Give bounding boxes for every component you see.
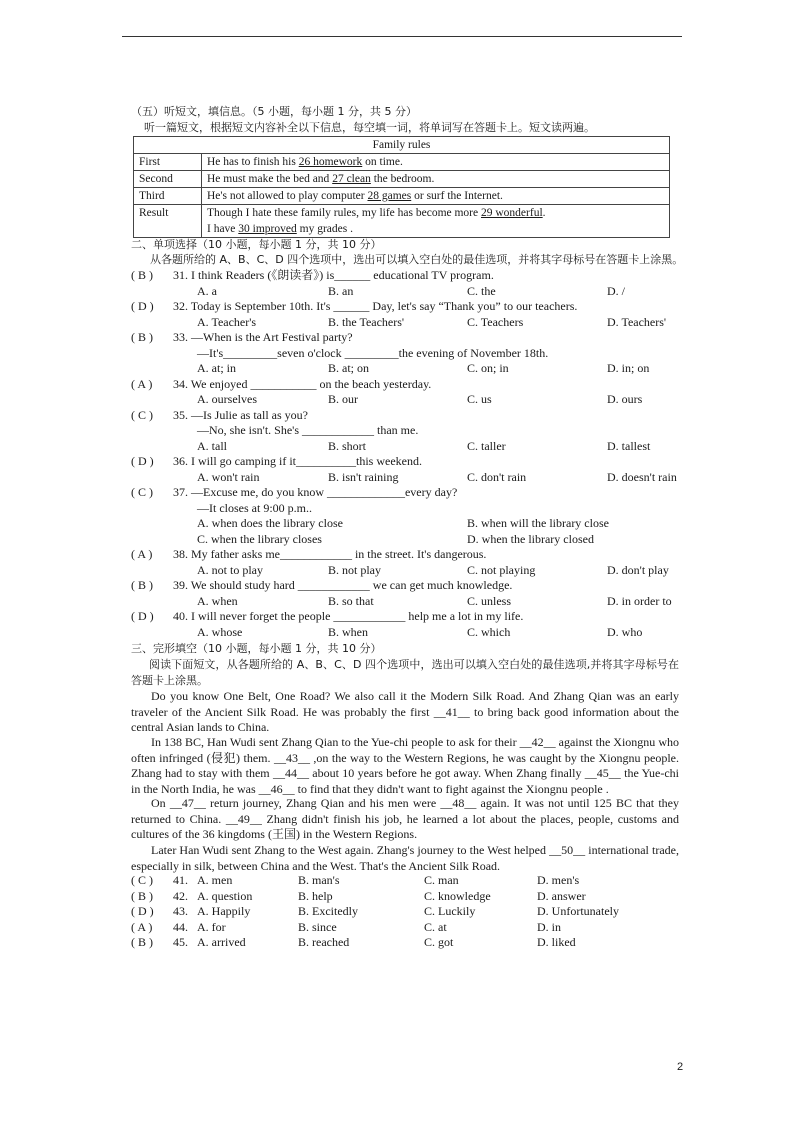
answer-blank: 28 games (367, 190, 412, 202)
option-b: B. isn't raining (328, 469, 399, 484)
option-d: D. / (607, 283, 625, 298)
option-d: D. Unfortunately (537, 904, 619, 918)
question-stem: 33. —When is the Art Festival party? (173, 330, 353, 344)
option-a: A. at; in (197, 361, 236, 375)
question-number: 45. (173, 935, 188, 949)
answer-mark: ( A ) (131, 919, 153, 934)
page-number: 2 (677, 1061, 684, 1073)
option-b: B. man's (298, 873, 340, 887)
option-d: D. in; on (607, 361, 650, 375)
option-c: C. when the library closes (197, 531, 322, 546)
option-c: C. at (424, 919, 447, 934)
option-c: C. which (467, 624, 511, 639)
option-c: C. don't rain (467, 469, 527, 484)
question-stem: 32. Today is September 10th. It's ______ Day, let's say “Thank you” to our teachers. (173, 299, 578, 313)
answer-mark: ( C ) (131, 407, 153, 422)
option-b: B. short (328, 438, 367, 453)
option-a: A. arrived (197, 935, 246, 949)
section3-heading: 三、完形填空（10 小题，每小题 1 分，共 10 分） (131, 642, 382, 655)
section2-instruction: 从各题所给的 A、B、C、D 四个选项中，选出可以填入空白处的最佳选项，并将其字母标号在答题卡上涂黑。 (150, 253, 684, 266)
option-d: D. in order to (607, 593, 672, 608)
row-content: He has to finish his 26 homework on time. (202, 154, 670, 171)
question-stem-line2: —No, she isn't. She's ____________ than me. (197, 423, 419, 437)
question-number: 42. (173, 888, 188, 903)
option-d: D. men's (537, 873, 580, 887)
answer-blank: 27 clean (332, 173, 371, 185)
answer-blank: 30 improved (238, 223, 297, 235)
question-stem: 38. My father asks me____________ in the street. It's dangerous. (173, 547, 487, 561)
option-a: A. whose (197, 624, 243, 639)
answer-mark: ( A ) (131, 547, 153, 561)
option-b: B. Excitedly (298, 904, 358, 918)
option-d: D. Teachers' (607, 314, 667, 329)
answer-mark: ( C ) (131, 873, 153, 887)
option-b: B. help (298, 888, 333, 903)
option-b: B. when will the library close (467, 516, 609, 530)
answer-mark: ( B ) (131, 268, 153, 282)
option-c: C. on; in (467, 361, 509, 375)
option-d: D. ours (607, 392, 643, 406)
top-rule (122, 36, 682, 37)
option-c: C. got (424, 935, 454, 949)
row-label: First (134, 154, 202, 171)
table-row (134, 205, 670, 238)
option-c: C. us (467, 392, 492, 406)
answer-mark: ( D ) (131, 454, 154, 468)
cloze-paragraph-4: Later Han Wudi sent Zhang to the West again. Zhang's journey to the West helped __50__ international trade, especially in silk, between China and the West. That's the Ancient Silk Road. (131, 843, 679, 873)
section5-heading: （五）听短文，填信息。（5 小题，每小题 1 分，共 5 分） (131, 105, 417, 118)
option-a: A. when does the library close (197, 516, 343, 530)
answer-mark: ( B ) (131, 935, 153, 949)
option-d: D. when the library closed (467, 531, 594, 546)
row-label: Result (134, 205, 202, 238)
option-b: B. our (328, 392, 358, 406)
question-number: 43. (173, 904, 188, 918)
option-d: D. who (607, 624, 643, 639)
option-b: B. the Teachers' (328, 314, 405, 329)
table-title: Family rules (134, 137, 670, 154)
option-a: A. for (197, 919, 226, 934)
option-d: D. liked (537, 935, 576, 949)
row-content: Though I hate these family rules, my life has become more 29 wonderful. I have 30 improved my grades . (202, 205, 670, 238)
option-c: C. man (424, 873, 459, 887)
section3-instruction: 阅读下面短文，从各题所给的 A、B、C、D 四个选项中，选出可以填入空白处的最佳选项,并将其字母标号在答题卡上涂黑。 (131, 658, 679, 687)
option-a: A. won't rain (197, 469, 260, 484)
row-label: Third (134, 188, 202, 205)
question-stem: 36. I will go camping if it__________this weekend. (173, 454, 422, 468)
question-stem: 34. We enjoyed ___________ on the beach yesterday. (173, 376, 432, 391)
option-a: A. a (197, 283, 217, 298)
option-a: A. Happily (197, 904, 251, 918)
option-d: D. doesn't rain (607, 469, 677, 484)
option-a: A. tall (197, 438, 227, 453)
answer-blank: 29 wonderful (481, 207, 543, 219)
option-b: B. an (328, 283, 354, 298)
row-label: Second (134, 171, 202, 188)
table-row (134, 171, 670, 188)
answer-blank: 26 homework (298, 156, 363, 168)
option-c: C. taller (467, 438, 506, 453)
question-stem: 40. I will never forget the people ____________ help me a lot in my life. (173, 609, 524, 623)
option-a: A. not to play (197, 562, 263, 577)
row-content: He's not allowed to play computer 28 games or surf the Internet. (202, 188, 670, 205)
option-d: D. tallest (607, 438, 651, 453)
option-c: C. Teachers (467, 314, 524, 329)
question-number: 41. (173, 873, 188, 887)
option-b: B. reached (298, 935, 350, 949)
answer-mark: ( B ) (131, 888, 153, 903)
option-c: C. Luckily (424, 904, 476, 918)
option-b: B. when (328, 624, 368, 639)
option-b: B. so that (328, 593, 374, 608)
option-a: A. when (197, 593, 238, 608)
row-content: He must make the bed and 27 clean the bedroom. (202, 171, 670, 188)
question-stem: 35. —Is Julie as tall as you? (173, 407, 308, 422)
option-d: D. in (537, 919, 561, 934)
option-c: C. the (467, 283, 496, 298)
family-rules-table (133, 136, 670, 238)
cloze-paragraph-2: In 138 BC, Han Wudi sent Zhang Qian to the Yue-chi people to ask for their __42__ against the Xiongnu who often infringed (侵犯) them. __43__ ,on the way to the Western Regions, he was caught by the Xiongnu people. Zhang had to stay with them __44__ about 10 years before he got away. When Zhang finally __45__ the Yue-chi in the North India, he was __46__ to find that they didn't want to fight against the Xiongnu people . (131, 735, 679, 796)
answer-mark: ( D ) (131, 904, 154, 918)
section5-instruction: 听一篇短文，根据短文内容补全以下信息，每空填一词，将单词写在答题卡上。短文读两遍。 (144, 121, 595, 134)
option-c: C. knowledge (424, 888, 491, 903)
option-a: A. Teacher's (197, 314, 257, 329)
cloze-paragraph-1: Do you know One Belt, One Road? We also call it the Modern Silk Road. And Zhang Qian was an early traveler of the Ancient Silk Road. He was probably the first __41__ to bring back good information about the central Asian lands to China. (131, 689, 679, 735)
question-stem-line2: —It closes at 9:00 p.m.. (197, 500, 312, 515)
option-a: A. men (197, 873, 233, 887)
cloze-paragraph-3: On __47__ return journey, Zhang Qian and his men were __48__ again. It was not until 125 BC that they returned to China. __49__ Zhang didn't finish his job, he learned a lot about the places, people, customs and cultures of the 36 kingdoms (王国) in the Western Regions. (131, 796, 679, 842)
answer-mark: ( B ) (131, 578, 153, 592)
option-b: B. at; on (328, 361, 369, 375)
option-a: A. ourselves (197, 392, 257, 406)
option-c: C. not playing (467, 562, 536, 577)
option-c: C. unless (467, 593, 512, 608)
question-number: 44. (173, 919, 188, 934)
answer-mark: ( B ) (131, 330, 153, 344)
section2-heading: 二、单项选择（10 小题，每小题 1 分，共 10 分） (131, 238, 382, 251)
answer-mark: ( D ) (131, 609, 154, 623)
question-stem: 39. We should study hard ____________ we can get much knowledge. (173, 578, 513, 592)
question-stem: 37. —Excuse me, do you know _____________every day? (173, 485, 458, 499)
option-d: D. answer (537, 888, 586, 903)
question-stem: 31. I think Readers (《朗读者》) is______ educational TV program. (173, 268, 494, 282)
question-stem-line2: —It's_________seven o'clock _________the evening of November 18th. (197, 345, 549, 360)
answer-mark: ( A ) (131, 376, 153, 391)
table-row (134, 188, 670, 205)
table-row (134, 154, 670, 171)
option-b: B. not play (328, 562, 381, 577)
answer-mark: ( D ) (131, 299, 154, 313)
option-d: D. don't play (607, 562, 669, 577)
option-a: A. question (197, 888, 253, 903)
option-b: B. since (298, 919, 337, 934)
answer-mark: ( C ) (131, 485, 153, 499)
